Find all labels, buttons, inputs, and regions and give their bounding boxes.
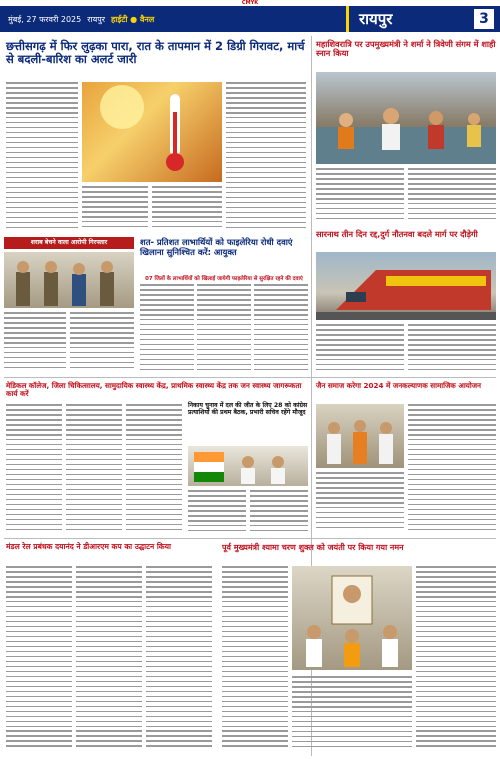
dateline-date: मुंबई, 27 फरवरी 2025 — [8, 14, 82, 24]
arrest-photo — [4, 252, 134, 308]
masthead-left — [0, 6, 346, 32]
crowd-illustration — [316, 72, 496, 164]
shukla-body-col2 — [292, 676, 412, 754]
rail-headline: सारनाथ तीन दिन रद्द,दुर्ग नौतनवा बदले मार्ग पर दौड़ेगी — [316, 229, 478, 239]
drm-body-col2 — [76, 566, 142, 754]
section-title: रायपुर — [359, 10, 393, 28]
shukla-body-col3 — [416, 566, 496, 754]
section-header — [346, 6, 500, 32]
page-number: 3 — [474, 9, 494, 29]
medical-headline: मेडिकल कॉलेज, जिला चिकित्सालय, सामुदायिक स्वास्थ्य केंद्र, प्राथमिक स्वास्थ्य केंद्र तक जन स्वास्थ्य जागरूकता कार्य करें — [6, 381, 302, 399]
masthead — [0, 6, 500, 32]
thermometer-photo — [82, 82, 222, 182]
kumbh-body-col2 — [408, 168, 496, 224]
filaria-body-col3 — [254, 284, 308, 374]
shukla-body-col1 — [222, 566, 288, 754]
nikay-body-col2 — [250, 490, 308, 534]
weather-headline: छत्तीसगढ़ में फिर लुढ़का पारा, रात के तापमान में 2 डिग्री गिरावट, मार्च से बदली-बारिश का अलर्ट जारी — [6, 39, 305, 67]
filaria-headline: शत- प्रतिशत लाभार्थियों को फाइलेरिया रोधी दवाएं खिलाना सुनिश्चित करें: आयुक्त — [140, 237, 293, 257]
nikay-headline: निकाय चुनाव में दल की जीत के लिए 28 को कांग्रेस प्रत्याशियों की प्रथम बैठक, प्रभारी सचिव रहेंगे मौजूद — [188, 402, 308, 417]
tribute-illustration — [292, 566, 412, 670]
section-divider-2 — [4, 538, 496, 539]
train-photo — [316, 252, 496, 320]
newspaper-brand: हाईटी ● वैनल — [111, 14, 155, 24]
rail-body-col2 — [408, 324, 496, 374]
shukla-headline: पूर्व मुख्यमंत्री श्यामा चरण शुक्ल को जयंती पर किया गया नमन — [222, 543, 404, 552]
drm-body-col3 — [146, 566, 212, 754]
liquor-body-col2 — [70, 312, 134, 372]
jain-body-col2 — [408, 404, 496, 534]
weather-body-col2 — [82, 186, 148, 232]
filaria-body-col1 — [140, 284, 194, 374]
police-group-illustration — [4, 252, 134, 308]
edition-name: रायपुर — [87, 14, 106, 24]
liquor-headline: शराब बेचने वाला आरोपी गिरफ्तार — [4, 237, 134, 249]
drm-cup-headline: मंडल रेल प्रबंधक दयानंद ने डीआरएम कप का उद्घाटन किया — [6, 542, 171, 551]
meeting-illustration — [188, 446, 308, 486]
jain-headline: जैन समाज करेगा 2024 में जनकल्याणक सामाजिक आयोजन — [316, 381, 482, 390]
filaria-subheadline: 07 जिलों के लाभार्थियों को खिलाई जायेगी फाइलेरिया से सुरक्षित रहने की दवाएं — [145, 276, 303, 282]
train-illustration — [316, 252, 496, 320]
congress-meeting-photo — [188, 446, 308, 486]
people-illustration — [316, 404, 404, 468]
medical-body-col1 — [6, 404, 62, 534]
thermometer-icon — [82, 82, 222, 182]
tribute-photo — [292, 566, 412, 670]
nikay-body-col1 — [188, 490, 246, 534]
weather-body-col4 — [226, 82, 306, 232]
print-color-mark: CMYK — [241, 0, 259, 6]
weather-body-col3 — [152, 186, 222, 232]
liquor-body-col1 — [4, 312, 66, 372]
jain-body-col1 — [316, 472, 404, 534]
medical-body-col3 — [126, 404, 182, 534]
drm-body-col1 — [6, 566, 72, 754]
rail-body-col1 — [316, 324, 404, 374]
kumbh-body-col1 — [316, 168, 404, 224]
medical-body-col2 — [66, 404, 122, 534]
jain-samaj-photo — [316, 404, 404, 468]
kumbh-bath-photo — [316, 72, 496, 164]
filaria-body-col2 — [197, 284, 251, 374]
weather-body-col1 — [6, 82, 78, 232]
kumbh-headline: महाशिवरात्रि पर उपमुख्यमंत्री ने शर्मा ने त्रिवेणी संगम में शाही स्नान किया — [316, 39, 496, 59]
section-divider — [4, 377, 496, 378]
